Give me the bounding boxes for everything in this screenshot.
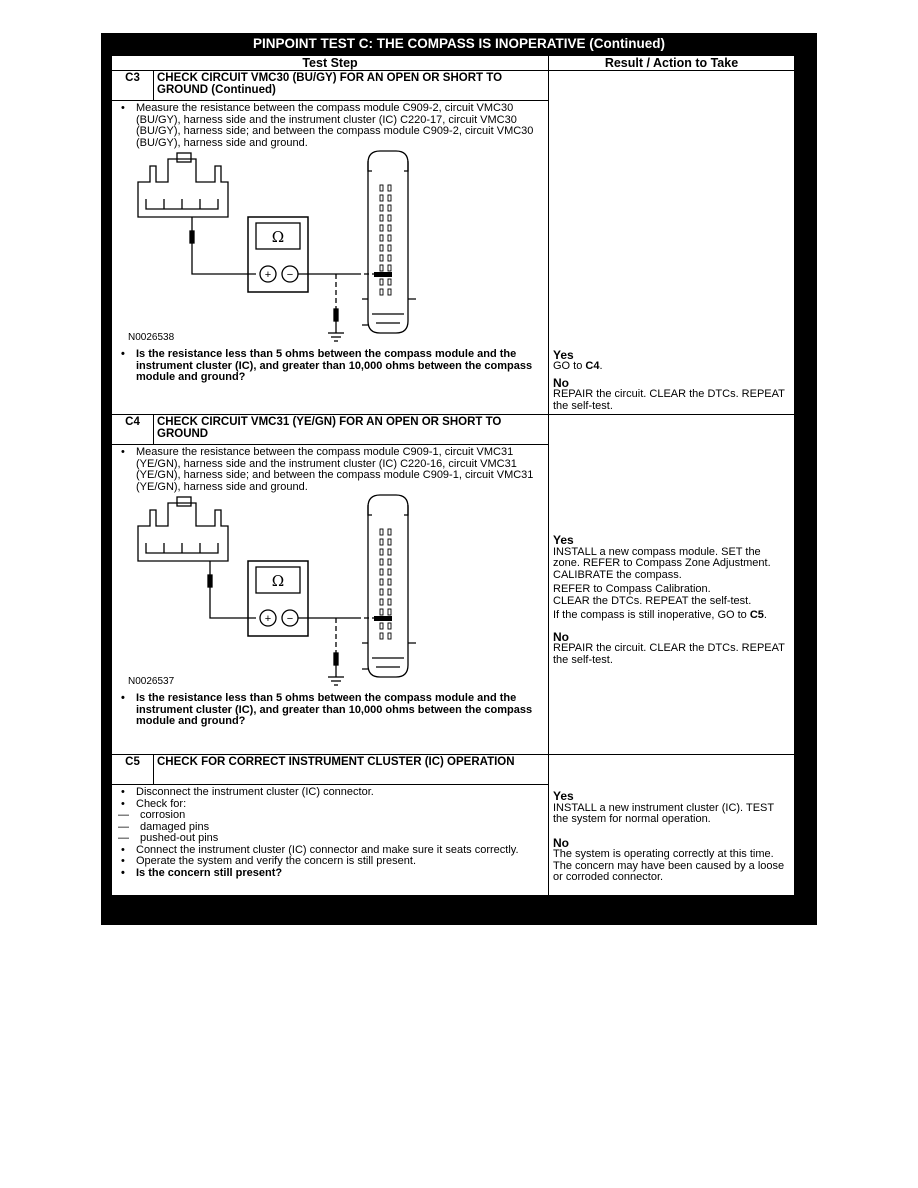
step-question: • Is the resistance less than 5 ohms between the compass module and the instrument cluster (IC), and greater than 10,000 ohms between the compass module and ground? bbox=[118, 349, 542, 384]
step-instruction: • Operate the system and verify the concern is still present. bbox=[118, 856, 542, 868]
step-instruction: • Disconnect the instrument cluster (IC) connector. bbox=[118, 787, 542, 799]
check-item: — pushed-out pins bbox=[118, 833, 542, 845]
figure-id: N0026537 bbox=[128, 676, 175, 687]
step-body bbox=[112, 101, 549, 415]
plus-symbol: + bbox=[264, 613, 272, 625]
yes-label: Yes bbox=[553, 789, 574, 803]
yes-text: CLEAR the DTCs. REPEAT the self-test. bbox=[553, 594, 752, 607]
step-row-c4 bbox=[112, 415, 795, 445]
minus-symbol: − bbox=[286, 613, 294, 625]
wiring-diagram-c4 bbox=[118, 493, 542, 693]
measure-instruction: • Measure the resistance between the compass module C909-1, circuit VMC31 (YE/GN), harness side and the instrument cluster (IC) C220-16, circuit VMC31 (YE/GN), harness side; and between the compass module C909-1, circuit VMC31 (YE/GN), harness side and ground. bbox=[118, 447, 542, 493]
yes-label: Yes bbox=[553, 533, 574, 547]
step-body bbox=[112, 445, 549, 755]
ohm-symbol: Ω bbox=[271, 572, 285, 590]
page-title: PINPOINT TEST C: THE COMPASS IS INOPERATIVE (Continued) bbox=[252, 36, 665, 51]
step-id: C4 bbox=[112, 415, 154, 445]
test-step-header: Test Step bbox=[112, 56, 549, 71]
check-item: — corrosion bbox=[118, 810, 542, 822]
no-text: REPAIR the circuit. CLEAR the DTCs. REPEAT the self-test. bbox=[553, 388, 785, 412]
step-id: C3 bbox=[112, 71, 154, 101]
step-question: • Is the concern still present? bbox=[118, 868, 542, 880]
step-id: C5 bbox=[112, 755, 154, 785]
no-text: REPAIR the circuit. CLEAR the DTCs. REPEAT the self-test. bbox=[553, 642, 785, 666]
measure-instruction: • Measure the resistance between the compass module C909-2, circuit VMC30 (BU/GY), harness side and the instrument cluster (IC) C220-17, circuit VMC30 (BU/GY), harness side; and between the compass module C909-2, circuit VMC30 (BU/GY), harness side and ground. bbox=[118, 103, 542, 149]
result-cell-c3 bbox=[549, 71, 795, 415]
step-heading: CHECK CIRCUIT VMC31 (YE/GN) FOR AN OPEN OR SHORT TO GROUND bbox=[154, 415, 549, 445]
no-label: No bbox=[553, 629, 569, 644]
step-row-c3 bbox=[112, 71, 795, 101]
minus-symbol: − bbox=[286, 269, 294, 281]
no-label: No bbox=[553, 375, 569, 390]
document-frame bbox=[101, 33, 817, 925]
pinpoint-table bbox=[111, 55, 795, 896]
step-question: • Is the resistance less than 5 ohms between the compass module and the instrument cluster (IC), and greater than 10,000 ohms between the compass module and ground? bbox=[118, 693, 542, 728]
plus-symbol: + bbox=[264, 269, 272, 281]
diagram-drawing bbox=[118, 149, 538, 349]
step-instruction: • Check for: bbox=[118, 799, 542, 811]
diagram-drawing bbox=[118, 493, 538, 693]
wiring-diagram-c3 bbox=[118, 149, 542, 349]
check-item: — damaged pins bbox=[118, 822, 542, 834]
result-header: Result / Action to Take bbox=[549, 56, 795, 71]
yes-label: Yes bbox=[553, 347, 574, 362]
yes-text: REFER to Compass Calibration. bbox=[553, 583, 711, 595]
step-body bbox=[112, 785, 549, 896]
figure-id: N0026538 bbox=[128, 332, 175, 343]
ohm-symbol: Ω bbox=[271, 228, 285, 246]
yes-text: If the compass is still inoperative, GO to C5. bbox=[553, 609, 767, 621]
yes-text: INSTALL a new compass module. SET the zone. REFER to Compass Zone Adjustment. CALIBRATE the compass. bbox=[553, 545, 771, 581]
no-text: The system is operating correctly at this time. The concern may have been caused by a loose or corroded connector. bbox=[553, 848, 785, 883]
step-heading: CHECK CIRCUIT VMC30 (BU/GY) FOR AN OPEN OR SHORT TO GROUND (Continued) bbox=[154, 71, 549, 101]
step-heading: CHECK FOR CORRECT INSTRUMENT CLUSTER (IC) OPERATION bbox=[154, 755, 549, 785]
step-instruction: • Connect the instrument cluster (IC) connector and make sure it seats correctly. bbox=[118, 845, 542, 857]
step-row-c5 bbox=[112, 755, 795, 785]
header-row bbox=[112, 56, 795, 71]
no-label: No bbox=[553, 835, 569, 850]
yes-text: INSTALL a new instrument cluster (IC). TEST the system for normal operation. bbox=[553, 801, 774, 825]
result-cell-c5 bbox=[549, 755, 795, 896]
yes-text: GO to C4. bbox=[553, 360, 603, 372]
result-cell-c4 bbox=[549, 415, 795, 755]
